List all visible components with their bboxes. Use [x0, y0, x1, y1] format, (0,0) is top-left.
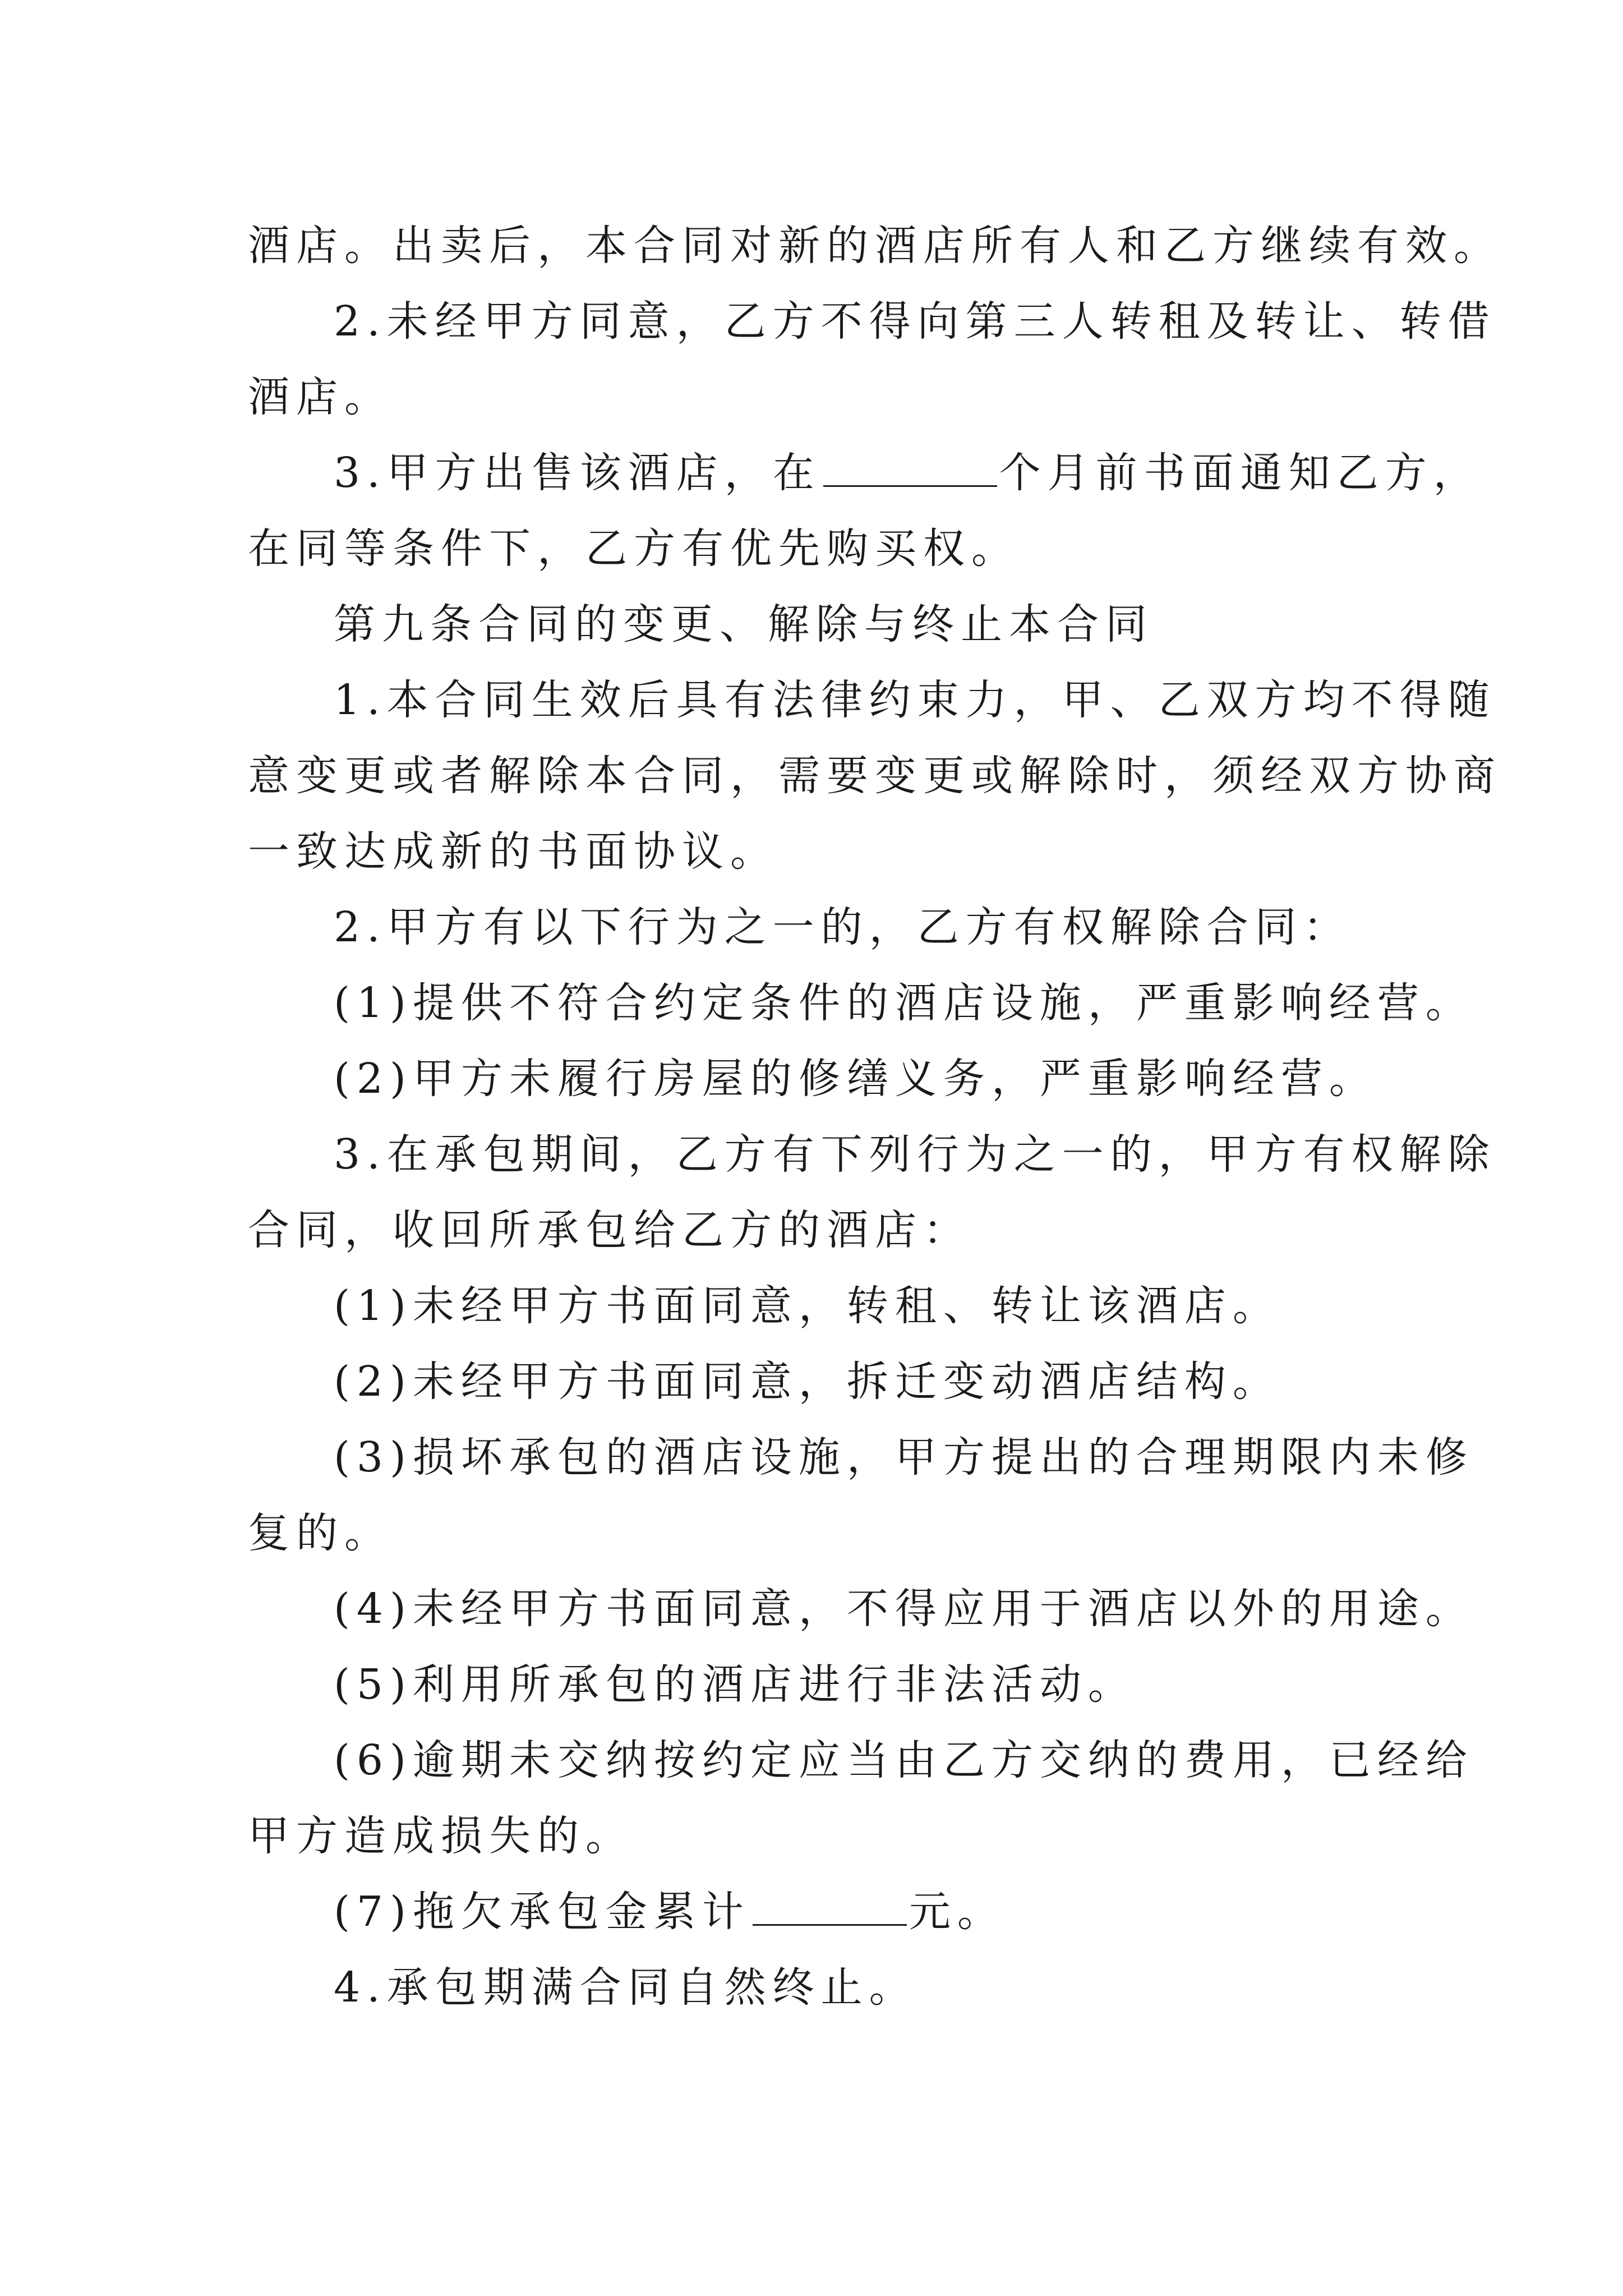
text-line: 意变更或者解除本合同，需要变更或解除时，须经双方协商: [248, 752, 1502, 800]
text-line: [334, 445, 1482, 501]
blank-underline: [823, 446, 997, 487]
text-line: 复的。: [248, 1509, 393, 1557]
text-line: 合同，收回所承包给乙方的酒店：: [248, 1206, 971, 1254]
text-line: 在同等条件下，乙方有优先购买权。: [248, 524, 1020, 573]
text-line: (3)损坏承包的酒店设施，甲方提出的合理期限内未修: [334, 1433, 1474, 1481]
text-line: 3.在承包期间，乙方有下列行为之一的，甲方有权解除: [334, 1130, 1496, 1179]
text-segment: (7)拖欠承包金累计: [334, 1888, 750, 1936]
text-line: (2)甲方未履行房屋的修缮义务，严重影响经营。: [334, 1055, 1377, 1103]
text-line: (4)未经甲方书面同意，不得应用于酒店以外的用途。: [334, 1585, 1474, 1633]
text-line: 2.甲方有以下行为之一的，乙方有权解除合同：: [334, 903, 1352, 951]
text-line: (5)利用所承包的酒店进行非法活动。: [334, 1660, 1136, 1709]
blank-underline: [753, 1885, 907, 1926]
text-line: 甲方造成损失的。: [248, 1812, 634, 1860]
text-line: 4.承包期满合同自然终止。: [334, 1963, 917, 2012]
text-line: 一致达成新的书面协议。: [248, 827, 778, 876]
text-line: [334, 1884, 1006, 1940]
text-line: 酒店。: [248, 373, 393, 421]
text-segment: 个月前书面通知乙方，: [999, 449, 1482, 497]
text-segment: 3.甲方出售该酒店，在: [334, 449, 821, 497]
text-line: 酒店。出卖后，本合同对新的酒店所有人和乙方继续有效。: [248, 222, 1502, 270]
text-line: 2.未经甲方同意，乙方不得向第三人转租及转让、转借: [334, 297, 1496, 346]
section-heading: 第九条合同的变更、解除与终止本合同: [334, 600, 1154, 648]
text-line: (2)未经甲方书面同意，拆迁变动酒店结构。: [334, 1358, 1281, 1406]
text-segment: 元。: [909, 1888, 1006, 1936]
text-line: (1)提供不符合约定条件的酒店设施，严重影响经营。: [334, 979, 1474, 1027]
text-line: (1)未经甲方书面同意，转租、转让该酒店。: [334, 1282, 1281, 1330]
text-line: (6)逾期未交纳按约定应当由乙方交纳的费用，已经给: [334, 1736, 1474, 1784]
text-line: 1.本合同生效后具有法律约束力，甲、乙双方均不得随: [334, 676, 1496, 724]
